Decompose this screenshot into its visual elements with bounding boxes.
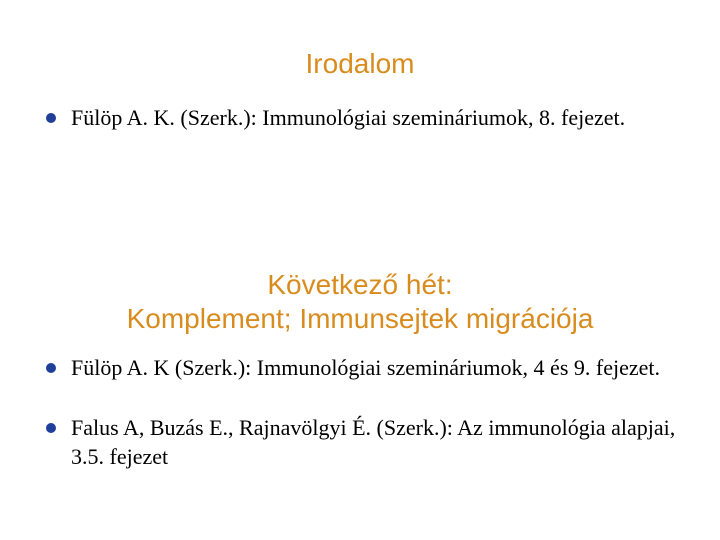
bullet-icon — [46, 363, 56, 373]
section-title-irodalom: Irodalom — [305, 48, 415, 79]
bullet-icon — [46, 113, 56, 123]
reference-list-item — [46, 103, 686, 132]
next-week-topic: Komplement; Immunsejtek migrációja — [126, 303, 594, 334]
bullet-icon — [46, 423, 56, 433]
section-title-next-week — [0, 268, 720, 336]
next-week-label: Következő hét: — [267, 269, 453, 300]
reference-text: Fülöp A. K (Szerk.): Immunológiai szemináriumok, 4 és 9. fejezet. — [71, 355, 660, 380]
reference-text: Fülöp A. K. (Szerk.): Immunológiai szemináriumok, 8. fejezet. — [71, 105, 626, 130]
reference-text: Falus A, Buzás E., Rajnavölgyi É. (Szerk.): Az immunológia alapjai, 3.5. fejezet — [71, 415, 676, 469]
reference-list-item — [46, 353, 686, 382]
reference-list-item — [46, 413, 686, 471]
